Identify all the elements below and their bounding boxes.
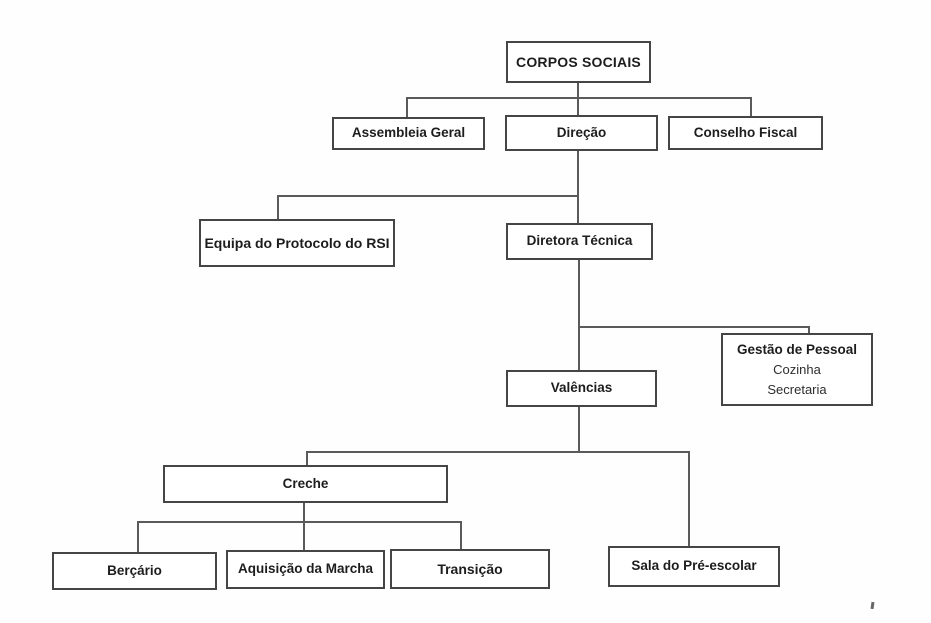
org-node-label: Direção [556,124,607,140]
org-node-gestao-content [723,335,871,397]
org-node-valencias [506,370,657,407]
org-node-subline: Secretaria [767,381,827,397]
org-node-label: Transição [437,560,503,577]
org-node-creche [163,465,448,503]
org-node-bercario [52,552,217,590]
connector-drop-bercario [137,521,139,553]
scan-artifact [871,602,875,609]
connector-drop-assembleia [406,97,408,118]
org-node-gestao-de-pessoal [721,333,873,406]
connector-row5-horizontal [306,451,689,453]
org-node-diretora-tecnica [506,223,653,260]
connector-equipa-horizontal [277,195,578,197]
org-node-label: Valências [550,380,613,396]
org-node-transicao [390,549,550,589]
org-node-label: Aquisição da Marcha [237,561,374,577]
org-node-subline: Cozinha [773,362,821,378]
org-node-label: Creche [282,475,329,491]
connector-drop-sala [688,451,690,547]
org-node-direcao [505,115,658,151]
org-node-sala-do-pre-escolar [608,546,780,587]
org-node-label: CORPOS SOCIAIS [516,53,641,70]
org-node-title: Gestão de Pessoal [736,342,858,357]
org-node-aquisicao-da-marcha [226,550,385,589]
org-node-label: Sala do Pré-escolar [631,558,757,574]
org-node-label: Diretora Técnica [526,233,633,249]
org-node-label: Equipa do Protocolo do RSI [204,234,390,251]
connector-drop-conselho [750,97,752,117]
connector-valencias-down [578,407,580,452]
connector-corpos-down [577,83,579,115]
org-node-corpos-sociais [506,41,651,83]
org-node-assembleia-geral [332,117,485,150]
connector-drop-transicao [460,521,462,550]
connector-gestao-horizontal [578,326,809,328]
org-node-label: Assembleia Geral [351,125,466,141]
connector-drop-equipa [277,195,279,220]
connector-drop-creche [306,451,308,466]
connector-row2-horizontal [406,97,751,99]
connector-creche-down [303,503,305,551]
org-node-label: Berçário [107,562,162,578]
org-node-equipa-protocolo-rsi [199,219,395,267]
org-node-conselho-fiscal [668,116,823,150]
connector-row6-horizontal [137,521,461,523]
connector-diretora-down [578,260,580,371]
org-node-label: Conselho Fiscal [693,124,798,140]
connector-direcao-down [577,151,579,224]
